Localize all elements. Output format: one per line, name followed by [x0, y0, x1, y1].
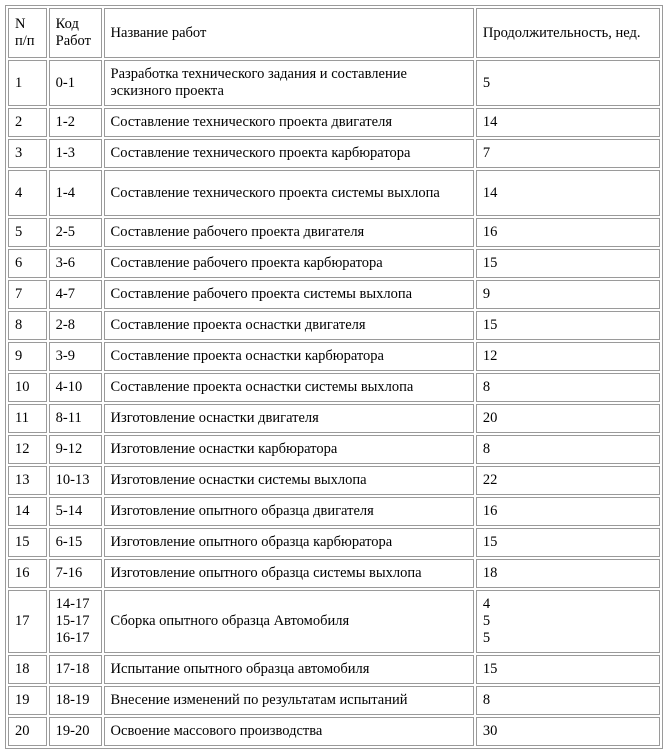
- row-name: Изготовление опытного образца карбюратора: [104, 528, 474, 557]
- row-duration: [476, 466, 660, 495]
- duration-value: 15: [482, 534, 498, 550]
- row-duration: [476, 218, 660, 247]
- row-num: 2: [8, 108, 47, 137]
- row-name: Составление технического проекта карбюратора: [104, 139, 474, 168]
- row-name: Изготовление оснастки системы выхлопа: [104, 466, 474, 495]
- row-num: 16: [8, 559, 47, 588]
- row-num: 9: [8, 342, 47, 371]
- table-row: [8, 280, 660, 309]
- duration-value: 20: [482, 410, 498, 426]
- work-code: 8-11: [55, 410, 82, 426]
- work-code: 5-14: [55, 503, 83, 519]
- row-code: [49, 139, 102, 168]
- row-code: [49, 466, 102, 495]
- work-code: 7-16: [55, 565, 83, 581]
- row-duration: [476, 435, 660, 464]
- row-name: Составление технического проекта системы выхлопа: [104, 170, 474, 216]
- table-row: [8, 435, 660, 464]
- duration-value: 5: [482, 630, 491, 646]
- row-num: 10: [8, 373, 47, 402]
- row-name: Составление технического проекта двигателя: [104, 108, 474, 137]
- row-duration: [476, 60, 660, 106]
- row-duration: [476, 280, 660, 309]
- duration-value: 15: [482, 317, 498, 333]
- row-num: 1: [8, 60, 47, 106]
- row-code: [49, 559, 102, 588]
- duration-value: 5: [482, 74, 491, 91]
- duration-value: 4: [482, 596, 491, 612]
- table-row: [8, 590, 660, 653]
- work-code: 16-17: [55, 630, 90, 646]
- table-row: [8, 218, 660, 247]
- row-code: [49, 249, 102, 278]
- header-num: N п/п: [8, 8, 47, 58]
- table-row: [8, 528, 660, 557]
- row-code: [49, 717, 102, 746]
- row-code: [49, 218, 102, 247]
- work-code: 19-20: [55, 723, 90, 739]
- duration-value: 16: [482, 224, 498, 240]
- work-code: 2-5: [55, 224, 75, 240]
- duration-value: 22: [482, 472, 498, 488]
- duration-value: 15: [482, 661, 498, 677]
- row-name: Составление рабочего проекта двигателя: [104, 218, 474, 247]
- row-code: [49, 686, 102, 715]
- work-code: 1-3: [55, 145, 75, 161]
- row-name: Изготовление опытного образца двигателя: [104, 497, 474, 526]
- duration-value: 5: [482, 613, 491, 629]
- row-duration: [476, 249, 660, 278]
- work-code: 10-13: [55, 472, 90, 488]
- table-body: [8, 60, 660, 746]
- duration-value: 15: [482, 255, 498, 271]
- row-duration: [476, 108, 660, 137]
- row-duration: [476, 717, 660, 746]
- row-duration: [476, 311, 660, 340]
- row-code: [49, 170, 102, 216]
- row-duration: [476, 139, 660, 168]
- work-code: 0-1: [55, 74, 75, 91]
- work-code: 6-15: [55, 534, 83, 550]
- work-code: 2-8: [55, 317, 75, 333]
- row-code: [49, 590, 102, 653]
- work-code: 18-19: [55, 692, 90, 708]
- table-row: [8, 60, 660, 106]
- row-name: Составление рабочего проекта карбюратора: [104, 249, 474, 278]
- row-code: [49, 60, 102, 106]
- row-num: 17: [8, 590, 47, 653]
- row-name: Изготовление опытного образца системы выхлопа: [104, 559, 474, 588]
- header-name: Название работ: [104, 8, 474, 58]
- row-name: Составление проекта оснастки системы выхлопа: [104, 373, 474, 402]
- works-table: [5, 5, 663, 749]
- row-name: Изготовление оснастки двигателя: [104, 404, 474, 433]
- row-code: [49, 280, 102, 309]
- table-row: [8, 108, 660, 137]
- work-code: 17-18: [55, 661, 90, 677]
- row-name: Испытание опытного образца автомобиля: [104, 655, 474, 684]
- row-name: Составление проекта оснастки двигателя: [104, 311, 474, 340]
- row-duration: [476, 590, 660, 653]
- table-row: [8, 686, 660, 715]
- row-duration: [476, 559, 660, 588]
- row-code: [49, 342, 102, 371]
- duration-value: 9: [482, 286, 491, 302]
- row-num: 12: [8, 435, 47, 464]
- duration-value: 8: [482, 379, 491, 395]
- row-num: 3: [8, 139, 47, 168]
- row-code: [49, 373, 102, 402]
- duration-value: 18: [482, 565, 498, 581]
- table-row: [8, 311, 660, 340]
- row-code: [49, 497, 102, 526]
- row-duration: [476, 655, 660, 684]
- work-code: 1-2: [55, 114, 75, 130]
- table-row: [8, 717, 660, 746]
- duration-value: 16: [482, 503, 498, 519]
- work-code: 14-17: [55, 596, 90, 612]
- table-row: [8, 139, 660, 168]
- row-num: 7: [8, 280, 47, 309]
- row-code: [49, 528, 102, 557]
- row-code: [49, 311, 102, 340]
- row-num: 6: [8, 249, 47, 278]
- row-duration: [476, 404, 660, 433]
- row-name: Составление проекта оснастки карбюратора: [104, 342, 474, 371]
- row-num: 20: [8, 717, 47, 746]
- row-num: 5: [8, 218, 47, 247]
- table-row: [8, 170, 660, 216]
- row-num: 14: [8, 497, 47, 526]
- work-code: 9-12: [55, 441, 83, 457]
- row-duration: [476, 342, 660, 371]
- header-row: [8, 8, 660, 58]
- row-duration: [476, 686, 660, 715]
- row-num: 18: [8, 655, 47, 684]
- row-name: Разработка технического задания и составление эскизного проекта: [104, 60, 474, 106]
- work-code: 3-6: [55, 255, 75, 271]
- row-code: [49, 655, 102, 684]
- work-code: 15-17: [55, 613, 90, 629]
- row-num: 4: [8, 170, 47, 216]
- row-name: Сборка опытного образца Автомобиля: [104, 590, 474, 653]
- duration-value: 14: [482, 184, 498, 201]
- row-code: [49, 108, 102, 137]
- work-code: 1-4: [55, 184, 75, 201]
- row-duration: [476, 497, 660, 526]
- table-row: [8, 404, 660, 433]
- row-duration: [476, 170, 660, 216]
- row-num: 11: [8, 404, 47, 433]
- duration-value: 30: [482, 723, 498, 739]
- row-duration: [476, 373, 660, 402]
- duration-value: 12: [482, 348, 498, 364]
- table-row: [8, 373, 660, 402]
- row-code: [49, 404, 102, 433]
- row-name: Освоение массового производства: [104, 717, 474, 746]
- table-row: [8, 342, 660, 371]
- row-code: [49, 435, 102, 464]
- row-num: 15: [8, 528, 47, 557]
- row-name: Внесение изменений по результатам испытаний: [104, 686, 474, 715]
- header-code: Код Работ: [49, 8, 102, 58]
- header-duration: Продолжительность, нед.: [476, 8, 660, 58]
- row-num: 19: [8, 686, 47, 715]
- table-row: [8, 249, 660, 278]
- table-row: [8, 497, 660, 526]
- table-row: [8, 466, 660, 495]
- duration-value: 8: [482, 692, 491, 708]
- row-name: Изготовление оснастки карбюратора: [104, 435, 474, 464]
- table-row: [8, 655, 660, 684]
- row-num: 8: [8, 311, 47, 340]
- work-code: 4-10: [55, 379, 83, 395]
- duration-value: 7: [482, 145, 491, 161]
- row-name: Составление рабочего проекта системы выхлопа: [104, 280, 474, 309]
- table-row: [8, 559, 660, 588]
- work-code: 3-9: [55, 348, 75, 364]
- duration-value: 14: [482, 114, 498, 130]
- work-code: 4-7: [55, 286, 75, 302]
- row-duration: [476, 528, 660, 557]
- row-num: 13: [8, 466, 47, 495]
- duration-value: 8: [482, 441, 491, 457]
